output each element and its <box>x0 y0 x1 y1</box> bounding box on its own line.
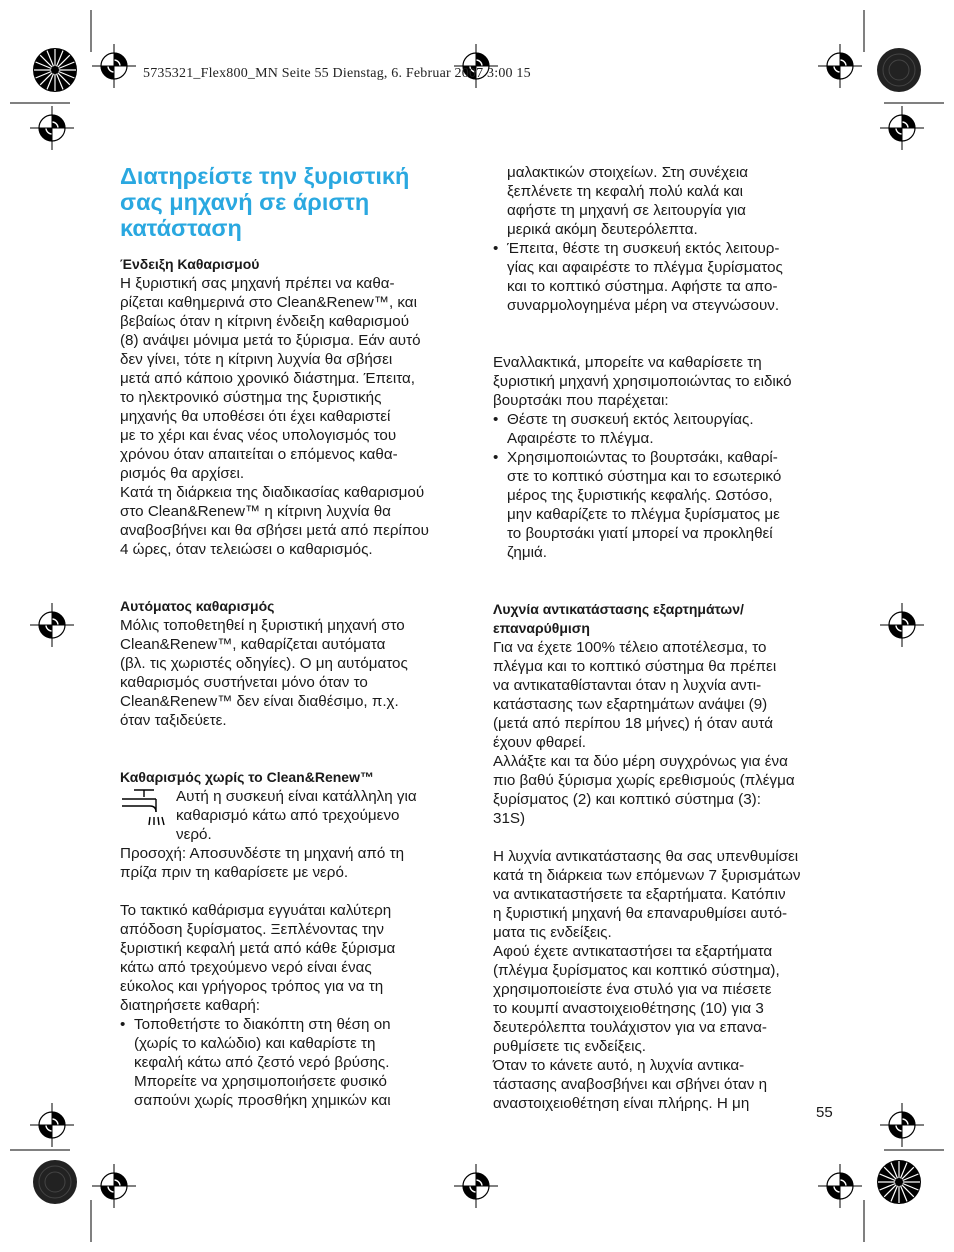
text-line: το ηλεκτρονικό σύστημα της ξυριστικής <box>120 389 382 406</box>
heading-cleaning-without-station: Καθαρισμός χωρίς το Clean&Renew™ <box>120 769 374 785</box>
text-line: κεφαλή κάτω από ζεστό νερό βρύσης. <box>134 1054 390 1071</box>
text-line: χρησιμοποιείστε ένα στυλό για να πιέσετε <box>493 981 772 998</box>
bullet-list <box>120 1015 465 1110</box>
text-line: 4 ώρες, όταν τελειώσει ο καθαρισμός. <box>120 541 373 558</box>
text-line: τάστασης αναβοσβήνει και σβήνει όταν η <box>493 1076 768 1093</box>
text-line: και το κοπτικό σύστημα. Αφήστε τα απο- <box>507 278 778 295</box>
text-line: (μετά από περίπου 18 μήνες) ή όταν αυτά <box>493 715 773 732</box>
heading-cleaning-indicator: Ένδειξη Καθαρισμού <box>120 256 260 272</box>
text-line: (βλ. τις χωριστές οδηγίες). Ο μη αυτόματος <box>120 655 408 672</box>
text-line: • Θέστε τη συσκευή εκτός λειτουργίας. <box>507 411 754 428</box>
text-line: το κουμπί αναστοιχειοθέτησης (10) για 3 <box>493 1000 764 1017</box>
text-line: κατά τη διάρκεια των επόμενων 7 ξυρισμάτων <box>493 867 801 884</box>
text-line: Για να έχετε 100% τέλειο αποτέλεσμα, το <box>493 639 767 656</box>
text-line: Προσοχή: Αποσυνδέστε τη μηχανή από τη <box>120 845 405 862</box>
text-line: χρόνου όταν απαιτείται ο επόμενος καθα- <box>120 446 398 463</box>
text-line: ξεπλένετε τη κεφαλή πολύ καλά και <box>507 183 743 200</box>
text-line: (8) ανάψει μόνιμα μετά το ξύρισμα. Εάν αυτό <box>120 332 421 349</box>
paragraph-regular-cleaning <box>120 901 465 1015</box>
caution-note <box>120 844 465 882</box>
text-line: πλέγμα και το κοπτικό σύστημα θα πρέπει <box>493 658 777 675</box>
text-line: μηχανής θα υποθέσει ότι έχει καθαριστεί <box>120 408 391 425</box>
text-line: να αντικαταστήσετε τα εξαρτήματα. Κατόπιν <box>493 886 786 903</box>
bullet-list <box>493 410 838 562</box>
text-line: γίας και αφαιρέστε το πλέγμα ξυρίσματος <box>507 259 783 276</box>
text-line: Μπορείτε να χρησιμοποιήσετε φυσικό <box>134 1073 387 1090</box>
text-line: απόδοση ξυρίσματος. Ξεπλένοντας την <box>120 921 384 938</box>
text-line: βουρτσάκι που παρέχεται: <box>493 392 669 409</box>
text-line: εύκολος και γρήγορος τρόπος για να τη <box>120 978 384 995</box>
text-line: μέρος της ξυριστικής κεφαλής. Ωστόσο, <box>507 487 773 504</box>
text-line: καθαρισμό κάτω από τρεχούμενο <box>176 807 400 824</box>
bullet-list <box>493 239 838 315</box>
text-line: • Τοποθετήστε το διακόπτη στη θέση on <box>134 1016 391 1033</box>
text-line: (πλέγμα ξυρίσματος και κοπτικό σύστημα), <box>493 962 780 979</box>
text-line: (χωρίς το καλώδιο) και καθαρίστε τη <box>134 1035 376 1052</box>
text-line: βεβαίως όταν η κίτρινη ένδειξη καθαρισμού <box>120 313 410 330</box>
title-line: Διατηρείστε την ξυριστική <box>120 163 410 189</box>
list-item <box>493 239 838 315</box>
text-line: Clean&Renew™ δεν είναι διαθέσιμο, π.χ. <box>120 693 399 710</box>
faucet-icon <box>120 787 172 827</box>
list-item <box>493 410 838 448</box>
text-line: όταν ταξιδεύετε. <box>120 712 227 729</box>
text-line: Όταν το κάνετε αυτό, η λυχνία αντικα- <box>493 1057 745 1074</box>
text-line: κάτω από τρεχούμενο νερό είναι ένας <box>120 959 372 976</box>
text-line: μετά από κάποιο χρονικό διάστημα. Έπειτα, <box>120 370 415 387</box>
text-line: ρίζεται καθημερινά στο Clean&Renew™, και <box>120 294 417 311</box>
text-line: 31S) <box>493 810 526 827</box>
list-item <box>493 448 838 562</box>
text-line: Μόλις τοποθετηθεί η ξυριστική μηχανή στο <box>120 617 405 634</box>
text-line: μερικά ακόμη δευτερόλεπτα. <box>507 221 698 238</box>
heading-automatic-cleaning: Αυτόματος καθαρισμός <box>120 598 275 614</box>
text-line: το βουρτσάκι γιατί μπορεί να προκληθεί <box>507 525 773 542</box>
text-line: η ξυριστική μηχανή θα επαναρυθμίσει αυτό- <box>493 905 788 922</box>
text-line: ρυθμίσετε τις ενδείξεις. <box>493 1038 647 1055</box>
page-title <box>120 163 465 241</box>
text-line: μαλακτικών στοιχείων. Στη συνέχεια <box>507 164 748 181</box>
text-line: να αντικαταθίστανται όταν η λυχνία αντι- <box>493 677 762 694</box>
text-line: μην καθαρίζετε το πλέγμα ξυρίσματος με <box>507 506 780 523</box>
text-line: αφήστε τη μηχανή σε λειτουργία για <box>507 202 746 219</box>
text-line: Η λυχνία αντικατάστασης θα σας υπενθυμίσει <box>493 848 799 865</box>
text-line: Αφαιρέστε το πλέγμα. <box>507 430 654 447</box>
text-line: • Έπειτα, θέστε τη συσκευή εκτός λειτουρ- <box>507 240 780 257</box>
text-line: αναβοσβήνει και θα σβήσει μετά από περίπου <box>120 522 429 539</box>
text-line: Κατά τη διάρκεια της διαδικασίας καθαρισμού <box>120 484 425 501</box>
text-line: καθαρισμός συστήνεται μόνο όταν το <box>120 674 368 691</box>
list-item-continuation <box>493 163 838 239</box>
text-line: ζημιά. <box>507 544 547 561</box>
text-line: ξυρίσματος (2) και κοπτικό σύστημα (3): <box>493 791 761 808</box>
text-line: με το χέρι και ένας νέος υπολογισμός του <box>120 427 397 444</box>
text-line: ξυριστική κεφαλή μετά από κάθε ξύρισμα <box>120 940 396 957</box>
print-header: 5735321_Flex800_MN Seite 55 Dienstag, 6. Februar 2007 3:00 15 <box>143 66 531 81</box>
text-line: ξυριστική μηχανή χρησιμοποιώντας το ειδικό <box>493 373 792 390</box>
heading-replacement-indicator <box>493 600 838 638</box>
paragraph-replacement <box>493 638 838 828</box>
text-line: έχουν φθαρεί. <box>493 734 586 751</box>
text-line: Clean&Renew™, καθαρίζεται αυτόματα <box>120 636 386 653</box>
text-line: αναστοιχειοθέτηση είναι πλήρης. Η μη <box>493 1095 750 1112</box>
text-line: σαπούνι χωρίς προσθήκη χημικών και <box>134 1092 391 1109</box>
text-line: ρισμός θα αρχίσει. <box>120 465 245 482</box>
text-line: νερό. <box>176 826 212 843</box>
text-line: κατάστασης των εξαρτημάτων ανάψει (9) <box>493 696 768 713</box>
title-line: κατάσταση <box>120 215 242 241</box>
text-line: Αυτή η συσκευή είναι κατάλληλη για <box>176 788 417 805</box>
text-line: Η ξυριστική σας μηχανή πρέπει να καθα- <box>120 275 395 292</box>
right-column <box>493 163 838 1113</box>
paragraph-cleaning-indicator <box>120 274 465 559</box>
faucet-note <box>120 787 465 844</box>
text-line: ματα τις ενδείξεις. <box>493 924 612 941</box>
text-line: • Χρησιμοποιώντας το βουρτσάκι, καθαρί- <box>507 449 778 466</box>
page-number: 55 <box>816 1104 833 1121</box>
text-line: διατηρήσετε καθαρή: <box>120 997 260 1014</box>
text-line: Το τακτικό καθάρισμα εγγυάται καλύτερη <box>120 902 392 919</box>
left-column <box>120 163 465 1110</box>
text-line: συναρμολογημένα μέρη να στεγνώσουν. <box>507 297 780 314</box>
text-line: πιο βαθύ ξύρισμα χωρίς ερεθισμούς (πλέγμα <box>493 772 795 789</box>
text-line: Αλλάξτε και τα δύο μέρη συγχρόνως για ένα <box>493 753 788 770</box>
text-line: Αφού έχετε αντικαταστήσει τα εξαρτήματα <box>493 943 773 960</box>
paragraph-reset <box>493 847 838 1113</box>
text-line: στο Clean&Renew™ η κίτρινη λυχνία θα <box>120 503 391 520</box>
heading-line: Λυχνία αντικατάστασης εξαρτημάτων/ <box>493 601 744 617</box>
text-line: πρίζα πριν τη καθαρίσετε με νερό. <box>120 864 349 881</box>
text-line: στε το κοπτικό σύστημα και το εσωτερικό <box>507 468 782 485</box>
list-item <box>120 1015 465 1110</box>
text-line: Εναλλακτικά, μπορείτε να καθαρίσετε τη <box>493 354 762 371</box>
text-line: δευτερόλεπτα τουλάχιστον για να επανα- <box>493 1019 767 1036</box>
paragraph-alternative <box>493 353 838 410</box>
title-line: σας μηχανή σε άριστη <box>120 189 370 215</box>
heading-line: επαναρύθμιση <box>493 620 590 636</box>
text-line: δεν γίνει, τότε η κίτρινη λυχνία θα σβήσει <box>120 351 393 368</box>
paragraph-automatic-cleaning <box>120 616 465 730</box>
